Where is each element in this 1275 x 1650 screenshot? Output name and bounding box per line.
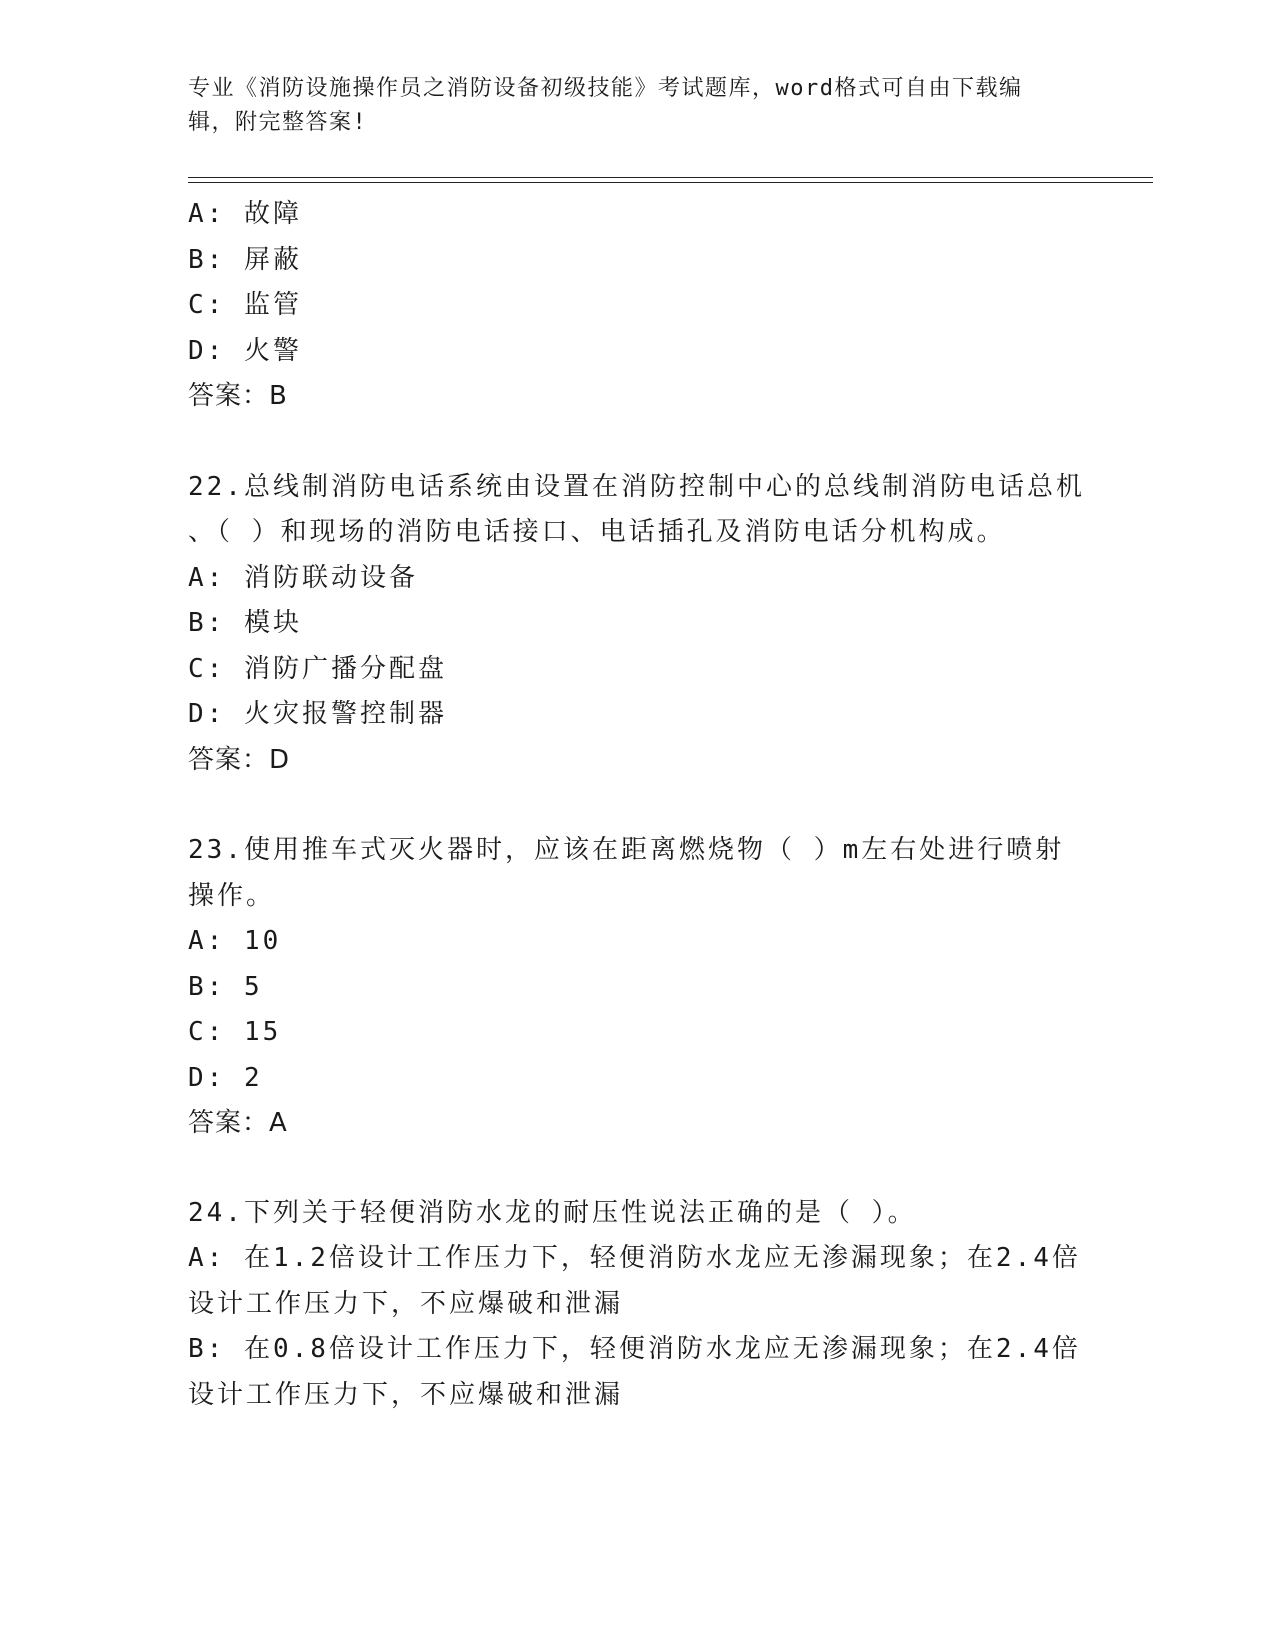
option-a: A: 故障: [188, 199, 302, 229]
option-d: D: 2: [188, 1062, 263, 1093]
spacer: [188, 420, 1088, 465]
question-21: [188, 192, 1088, 420]
question-24: [188, 1191, 1088, 1419]
option-d: D: 火警: [188, 335, 302, 366]
header-line-2: 辑，附完整答案!: [188, 110, 368, 135]
question-stem-line-1: 22.总线制消防电话系统由设置在消防控制中心的总线制消防电话总机: [188, 471, 1085, 502]
spacer: [188, 783, 1088, 828]
option-b-line-2: 设计工作压力下，不应爆破和泄漏: [188, 1379, 624, 1410]
header-line-1: 专业《消防设施操作员之消防设备初级技能》考试题库，word格式可自由下载编: [188, 76, 1023, 101]
question-stem-line-2: 、（ ）和现场的消防电话接口、电话插孔及消防电话分机构成。: [188, 517, 1006, 547]
header-divider: [188, 177, 1153, 183]
option-c: C: 消防广播分配盘: [188, 653, 447, 684]
option-c: C: 监管: [188, 290, 302, 320]
option-a-line-1: A: 在1.2倍设计工作压力下，轻便消防水龙应无渗漏现象；在2.4倍: [188, 1243, 1081, 1273]
option-a: A: 消防联动设备: [188, 562, 418, 593]
question-list: [188, 192, 1088, 1418]
option-b: B: 屏蔽: [188, 244, 302, 275]
option-b-line-1: B: 在0.8倍设计工作压力下，轻便消防水龙应无渗漏现象；在2.4倍: [188, 1334, 1081, 1364]
option-a: A: 10: [188, 926, 282, 956]
option-b: B: 5: [188, 971, 263, 1002]
answer: 答案：A: [188, 1108, 288, 1138]
question-22: [188, 465, 1088, 784]
question-stem: 24.下列关于轻便消防水龙的耐压性说法正确的是（ ）。: [188, 1197, 917, 1228]
question-23: [188, 828, 1088, 1147]
question-stem-line-1: 23.使用推车式灭火器时，应该在距离燃烧物（ ）m左右处进行喷射: [188, 835, 1065, 865]
option-b: B: 模块: [188, 608, 302, 638]
option-c: C: 15: [188, 1017, 282, 1047]
document-header: [188, 72, 1088, 140]
question-stem-line-2: 操作。: [188, 880, 276, 911]
option-a-line-2: 设计工作压力下，不应爆破和泄漏: [188, 1288, 624, 1319]
answer: 答案：D: [188, 744, 291, 775]
spacer: [188, 1147, 1088, 1191]
answer: 答案：B: [188, 381, 288, 411]
option-d: D: 火灾报警控制器: [188, 699, 447, 729]
